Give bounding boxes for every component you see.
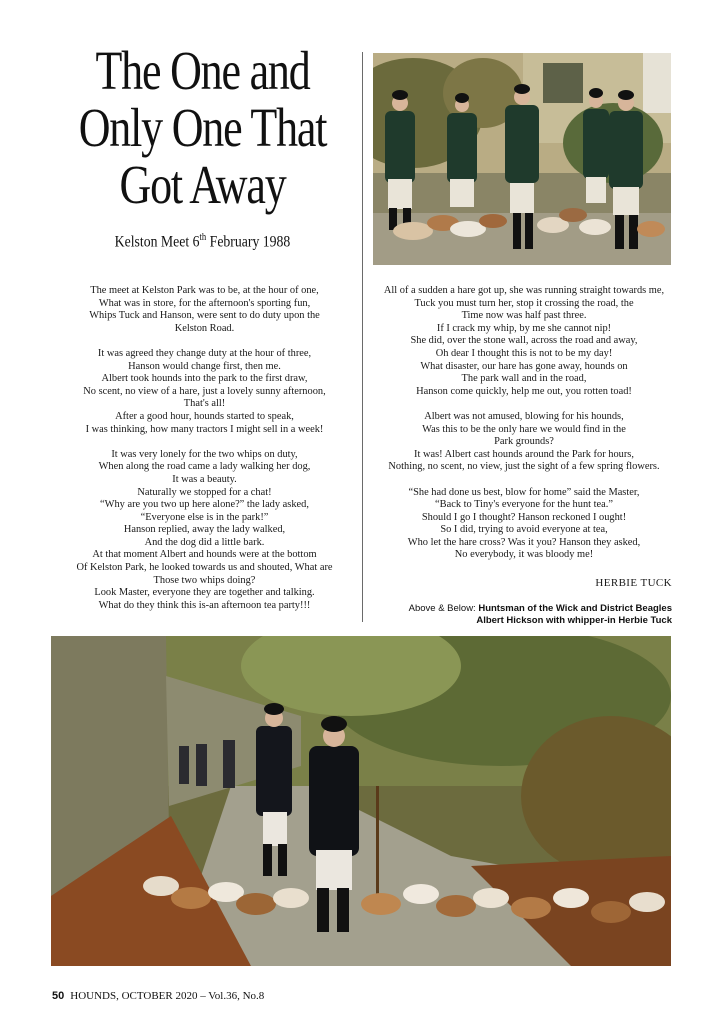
title-line-2: Only One That bbox=[78, 97, 327, 158]
caption-line-2: Albert Hickson with whipper-in Herbie Tuck bbox=[476, 615, 672, 626]
poem-stanza bbox=[52, 449, 357, 613]
poem-line: The meet at Kelston Park was to be, at the hour of one, bbox=[90, 285, 319, 296]
article-subtitle bbox=[80, 232, 325, 251]
poem-stanza bbox=[370, 487, 678, 563]
poem-line: “Back to Tiny's everyone for the hunt tea.” bbox=[435, 499, 613, 511]
poem-line: Tuck you must turn her, stop it crossing the road, the bbox=[414, 297, 634, 309]
poem-line: No scent, no view of a hare, just a lovely sunny afternoon, bbox=[83, 385, 326, 397]
poem-line: Hanson replied, away the lady walked, bbox=[123, 524, 286, 536]
poem-author: HERBIE TUCK bbox=[595, 577, 672, 589]
poem-line: Albert took hounds into the park to the first draw, bbox=[101, 373, 308, 385]
poem-line: If I crack my whip, by me she cannot nip! bbox=[436, 322, 612, 334]
photo-caption bbox=[372, 603, 672, 627]
poem-line: Hanson come quickly, help me out, you rotten toad! bbox=[416, 385, 632, 397]
poem-line: What was in store, for the afternoon's sporting fun, bbox=[98, 297, 311, 309]
poem-line: Nothing, no scent, no view, just the sight of a few spring flowers. bbox=[388, 461, 660, 473]
page-footer bbox=[52, 990, 264, 1002]
poem-line: That's all! bbox=[183, 398, 226, 410]
poem-line: “Why are you two up here alone?” the lady asked, bbox=[100, 499, 309, 511]
poem-line: Albert was not amused, blowing for his hounds, bbox=[424, 410, 624, 422]
caption-line-1: Huntsman of the Wick and District Beagles bbox=[478, 603, 672, 614]
poem-line: So I did, trying to avoid everyone at tea, bbox=[440, 524, 608, 536]
poem-line: Was this to be the only hare we would find in the bbox=[422, 423, 626, 435]
poem-line: What do they think this is-an afternoon tea party!!! bbox=[98, 599, 311, 611]
poem-column-left bbox=[52, 285, 357, 625]
poem-line: After a good hour, hounds started to speak, bbox=[115, 410, 294, 422]
subtitle-text: Kelston Meet 6 bbox=[114, 233, 200, 251]
poem-line: At that moment Albert and hounds were at the bottom bbox=[92, 549, 317, 561]
poem-stanza bbox=[52, 285, 357, 335]
poem-line: It was agreed they change duty at the hour of three, bbox=[97, 347, 312, 359]
poem-line: Should I go I thought? Hanson reckoned I ought! bbox=[421, 511, 627, 523]
photo-hunt-staff-group bbox=[373, 53, 671, 265]
subtitle-ordinal: th bbox=[199, 232, 207, 243]
poem-line: Of Kelston Park, he looked towards us and shouted, What are bbox=[76, 562, 333, 574]
poem-line: Oh dear I thought this is not to be my day! bbox=[435, 347, 613, 359]
column-divider bbox=[362, 52, 363, 622]
poem-line: Park grounds? bbox=[494, 436, 554, 448]
poem-column-right bbox=[370, 285, 678, 575]
poem-line: When along the road came a lady walking her dog, bbox=[98, 461, 311, 473]
background-walkers bbox=[179, 740, 235, 788]
poem-stanza bbox=[370, 285, 678, 398]
subtitle-date: February 1988 bbox=[206, 233, 291, 251]
poem-line: Whips Tuck and Hanson, were sent to do duty upon the bbox=[89, 310, 320, 322]
poem-stanza bbox=[52, 348, 357, 436]
poem-line: Naturally we stopped for a chat! bbox=[137, 486, 272, 498]
poem-line: Those two whips doing? bbox=[153, 574, 256, 586]
poem-line: She did, over the stone wall, across the road and away, bbox=[410, 335, 638, 347]
poem-line: “Everyone else is in the park!” bbox=[140, 511, 269, 523]
poem-line: It was! Albert cast hounds around the Park for hours, bbox=[414, 448, 634, 460]
poem-line: What disaster, our hare has gone away, hounds on bbox=[420, 360, 628, 372]
page-number: 50 bbox=[52, 990, 65, 1002]
photo-hounds-in-lane bbox=[51, 636, 671, 966]
poem-line: Who let the hare cross? Was it you? Hanson they asked, bbox=[407, 536, 641, 548]
poem-line: I was thinking, how many tractors I might sell in a week! bbox=[85, 423, 324, 435]
poem-line: Hanson would change first, then me. bbox=[128, 360, 281, 372]
poem-line: It was very lonely for the two whips on duty, bbox=[111, 448, 298, 460]
publication-info: HOUNDS, OCTOBER 2020 – Vol.36, No.8 bbox=[70, 990, 265, 1002]
poem-line: Look Master, everyone they are together and talking. bbox=[94, 587, 315, 599]
poem-line: It was a beauty. bbox=[172, 473, 237, 485]
poem-line: No everybody, it was bloody me! bbox=[454, 549, 594, 561]
poem-stanza bbox=[370, 411, 678, 474]
poem-line: And the dog did a little bark. bbox=[144, 536, 265, 548]
poem-line: Kelston Road. bbox=[174, 322, 235, 334]
caption-prefix: Above & Below: bbox=[408, 603, 479, 614]
poem-line: The park wall and in the road, bbox=[461, 373, 587, 385]
poem-line: “She had done us best, blow for home” said the Master, bbox=[408, 486, 640, 498]
title-line-3: Got Away bbox=[119, 154, 286, 215]
poem-line: All of a sudden a hare got up, she was running straight towards me, bbox=[383, 285, 665, 296]
poem-line: Time now was half past three. bbox=[461, 310, 587, 322]
title-line-1: The One and bbox=[95, 40, 310, 101]
article-title bbox=[73, 42, 333, 213]
